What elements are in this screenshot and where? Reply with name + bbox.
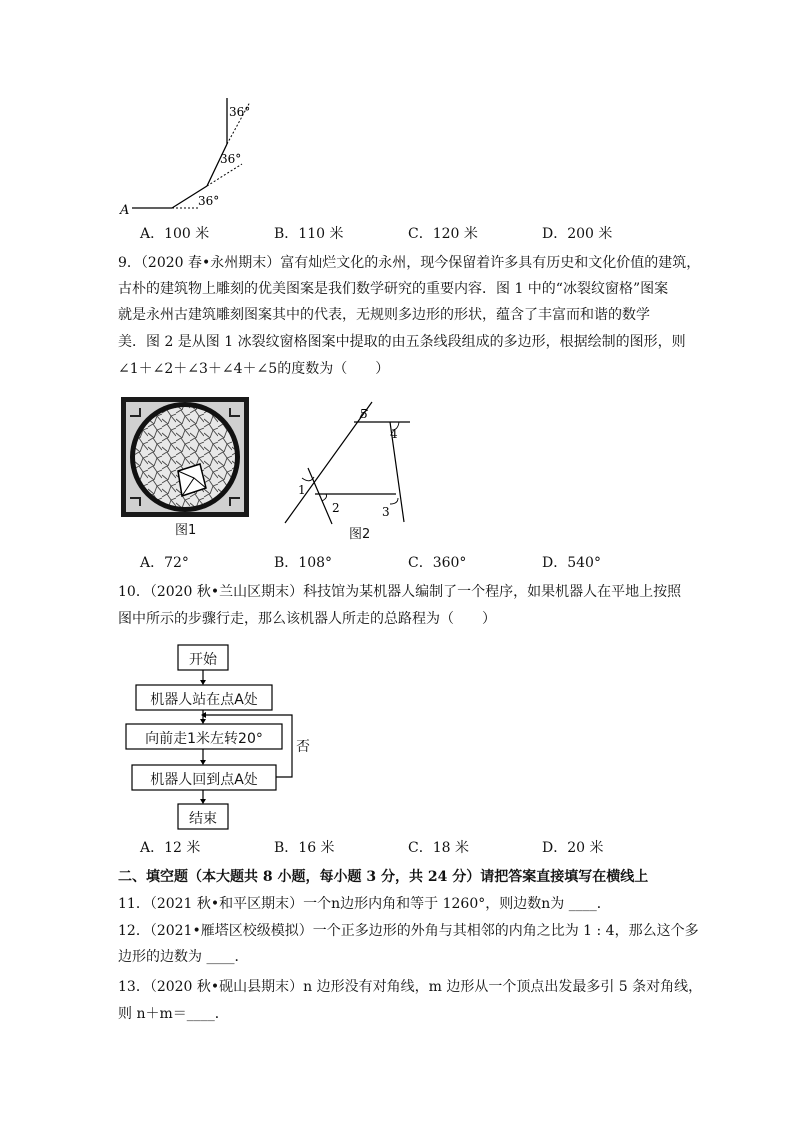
q10-option-d: D．20 米	[542, 840, 604, 856]
q9-line-1: 9．（2020 春•永州期末）富有灿烂文化的永州，现今保留着许多具有历史和文化价值的建筑，	[118, 255, 701, 271]
q13-line-1: 13．（2020 秋•砚山县期末）n 边形没有对角线，m 边形从一个顶点出发最多引 5 条对角线，	[118, 979, 703, 995]
q12-line-2: 边形的边数为 ____．	[118, 949, 249, 965]
angle-label-1: 36°	[229, 105, 251, 119]
section-2-heading: 二、填空题（本大题共 8 小题，每小题 3 分，共 24 分）请把答案直接填写在横线上	[118, 869, 649, 885]
q8-option-c: C．120 米	[408, 226, 478, 242]
fig2-angle-4: 4	[390, 427, 398, 441]
angle-label-3: 36°	[198, 194, 220, 208]
q10-option-c: C．18 米	[408, 840, 469, 856]
ice-crack-window-figure	[120, 396, 250, 518]
q9-option-a: A．72°	[140, 555, 189, 571]
pentagon-angles-figure	[280, 398, 420, 528]
q8-option-a: A．100 米	[140, 226, 210, 242]
fig2-angle-3: 3	[382, 505, 390, 519]
q13-line-2: 则 n＋m＝____．	[118, 1006, 229, 1022]
flow-step-3: 机器人回到点A处	[150, 772, 258, 788]
flow-step-2: 向前走1米左转20°	[145, 731, 263, 747]
flow-no-label: 否	[296, 739, 310, 755]
q11-line: 11．（2021 秋•和平区期末）一个n边形内角和等于 1260°，则边数n为 ____．	[118, 896, 611, 912]
q10-line-2: 图中所示的步骤行走，那么该机器人所走的总路程为（ ）	[118, 611, 496, 627]
q9-line-5: ∠1＋∠2＋∠3＋∠4＋∠5的度数为（ ）	[118, 361, 390, 377]
q9-option-d: D．540°	[542, 555, 601, 571]
q10-line-1: 10．（2020 秋•兰山区期末）科技馆为某机器人编制了一个程序，如果机器人在平地上按照	[118, 584, 682, 600]
q12-line-1: 12．（2021•雁塔区校级模拟）一个正多边形的外角与其相邻的内角之比为 1 : 4，那么这个多	[118, 923, 699, 939]
q10-option-b: B．16 米	[274, 840, 335, 856]
point-a-label: A	[120, 203, 130, 218]
angle-label-2: 36°	[220, 152, 242, 166]
q9-line-4: 美．图 2 是从图 1 冰裂纹窗格图案中提取的由五条线段组成的多边形，根据绘制的图形，则	[118, 334, 686, 350]
turning-path-figure	[112, 96, 262, 218]
fig2-caption: 图2	[349, 527, 371, 542]
flow-step-1: 机器人站在点A处	[150, 692, 258, 708]
flow-end: 结束	[189, 811, 217, 827]
q10-option-a: A．12 米	[140, 840, 201, 856]
fig2-angle-1: 1	[298, 483, 306, 497]
flow-start: 开始	[189, 652, 217, 668]
q9-option-c: C．360°	[408, 555, 467, 571]
q9-line-3: 就是永州古建筑雕刻图案其中的代表，无规则多边形的形状，蕴含了丰富而和谐的数学	[118, 307, 650, 323]
q9-option-b: B．108°	[274, 555, 333, 571]
fig2-angle-5: 5	[360, 407, 368, 421]
q8-option-b: B．110 米	[274, 226, 344, 242]
fig2-angle-2: 2	[332, 501, 340, 515]
q9-line-2: 古朴的建筑物上雕刻的优美图案是我们数学研究的重要内容．图 1 中的“冰裂纹窗格”图案	[118, 281, 669, 297]
q8-option-d: D．200 米	[542, 226, 613, 242]
fig1-caption: 图1	[175, 523, 197, 538]
